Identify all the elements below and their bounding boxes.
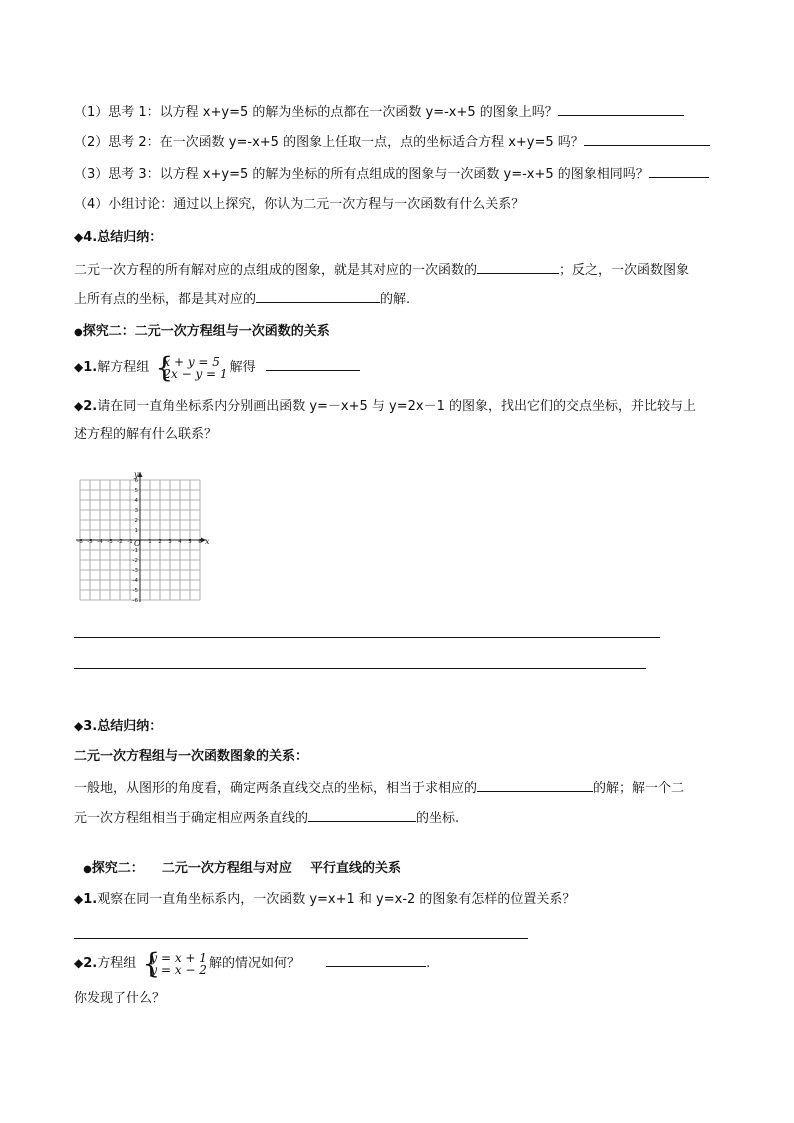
- x-tick-label: 5: [188, 539, 192, 545]
- y-axis-label: y: [134, 470, 139, 479]
- diamond-icon: ◆: [74, 399, 84, 413]
- summary3-line1: [74, 779, 684, 798]
- y-tick-label: 6: [134, 478, 138, 484]
- explore2-q2-text1: 请在同一直角坐标系内分别画出函数 y=－x+5 与 y=2x－1 的图象，找出它们的交点坐标，并比较与上: [97, 399, 697, 414]
- diamond-icon: ◆: [74, 892, 84, 906]
- think-q4-text: （4）小组讨论：通过以上探究，你认为二元一次方程与一次函数有什么关系？: [74, 197, 525, 212]
- answer-line-3[interactable]: [74, 938, 528, 939]
- explore2-q1-b: 解得: [229, 360, 256, 375]
- origin-label: O: [134, 539, 141, 548]
- x-tick-label: -1: [127, 539, 133, 545]
- summary4-line1: [74, 261, 689, 280]
- answer-blank-q3[interactable]: [649, 165, 709, 178]
- answer-line-2[interactable]: [74, 668, 646, 669]
- answer-line-1[interactable]: [74, 637, 660, 638]
- summary4-line1-a: 二元一次方程的所有解对应的点组成的图象，就是其对应的一次函数的: [74, 263, 478, 278]
- equation-2b: y = x − 2: [150, 962, 207, 977]
- answer-blank-q2[interactable]: [584, 133, 710, 146]
- think-q4-line: [74, 196, 524, 214]
- answer-blank-explore2-q1[interactable]: [266, 358, 360, 371]
- y-tick-label: 5: [134, 488, 138, 494]
- equation-1a: x + y = 5: [163, 354, 220, 369]
- x-tick-label: 1: [148, 539, 152, 545]
- diamond-icon: ◆: [74, 719, 84, 733]
- summary3-subtitle: 二元一次方程组与一次函数图象的关系：: [74, 749, 309, 764]
- explore3-heading: [74, 842, 401, 879]
- y-tick-label: -5: [132, 588, 138, 594]
- summary3-line2-a: 元一次方程组相当于确定相应两条直线的: [74, 811, 309, 826]
- summary4-line2: [74, 290, 410, 309]
- answer-blank-summary3-1[interactable]: [477, 779, 593, 792]
- bullet-icon: ●: [83, 864, 92, 875]
- y-tick-label: 1: [134, 528, 138, 534]
- explore2-q2-num: 2.: [83, 399, 98, 414]
- think-q2-line: [74, 133, 710, 152]
- answer-blank-summary3-2[interactable]: [308, 809, 416, 822]
- equation-system-1: [155, 350, 228, 384]
- explore2-title: 探究二：二元一次方程组与一次函数的关系: [82, 324, 330, 339]
- summary4-line1-b: ；反之，一次函数图象: [559, 263, 690, 278]
- summary3-line2-b: 的坐标.: [416, 811, 460, 826]
- x-tick-label: 4: [178, 539, 182, 545]
- equation-system-2: [142, 946, 207, 980]
- think-q3-text: （3）思考 3：以方程 x+y=5 的解为坐标的所有点组成的图象与一次函数 y=-x+5 的图象相同吗？: [74, 167, 649, 182]
- explore3-q2-end: .: [426, 956, 431, 971]
- brace-icon: {: [142, 946, 161, 980]
- answer-blank-explore3-q2[interactable]: [326, 954, 426, 967]
- explore3-q2-b: 解的情况如何？: [208, 956, 300, 971]
- coordinate-grid[interactable]: [76, 466, 216, 606]
- answer-blank-summary4-2[interactable]: [256, 290, 380, 303]
- equation-1b: 2x − y = 1: [163, 366, 228, 381]
- x-tick-label: 6: [198, 539, 202, 545]
- answer-blank-summary4-1[interactable]: [477, 261, 559, 274]
- explore2-q2-line2: [74, 426, 217, 444]
- answer-blank-q1[interactable]: [558, 103, 684, 116]
- explore2-q2-line1: [74, 397, 696, 416]
- equation-2a: y = x + 1: [150, 950, 207, 965]
- x-tick-label: 3: [168, 539, 172, 545]
- summary4-title: 4.总结归纳：: [83, 230, 163, 245]
- y-tick-label: 4: [134, 498, 138, 504]
- explore3-title: 探究二： 二元一次方程组与对应 平行直线的关系: [91, 861, 402, 876]
- summary3-line1-b: 的解；解一个二: [593, 781, 685, 796]
- explore3-q2-a: 方程组: [97, 956, 137, 971]
- summary3-line2: [74, 809, 459, 828]
- grid-axes: [76, 472, 206, 602]
- explore3-q1-text: 观察在同一直角坐标系内，一次函数 y=x+1 和 y=x-2 的图象有怎样的位置关系？: [97, 892, 576, 907]
- x-tick-label: -4: [97, 539, 103, 545]
- explore3-q2-num: 2.: [83, 956, 98, 971]
- explore2-q1-line: [74, 352, 360, 382]
- explore3-found: 你发现了什么？: [74, 991, 166, 1006]
- diamond-icon: ◆: [74, 230, 84, 244]
- summary4-line2-a: 上所有点的坐标，都是其对应的: [74, 292, 257, 307]
- diamond-icon: ◆: [74, 956, 84, 970]
- y-tick-label: -3: [132, 568, 138, 574]
- summary4-heading: [74, 228, 162, 247]
- diamond-icon: ◆: [74, 360, 84, 374]
- x-tick-label: -5: [87, 539, 93, 545]
- explore2-q1-a: 解方程组: [97, 360, 150, 375]
- x-tick-label: -3: [107, 539, 113, 545]
- x-tick-label: -2: [117, 539, 123, 545]
- explore3-q1-line: [74, 890, 575, 909]
- summary3-title: 3.总结归纳：: [83, 719, 163, 734]
- think-q3-line: [74, 165, 709, 184]
- y-tick-label: 3: [134, 508, 138, 514]
- explore3-q2-line: [74, 948, 430, 978]
- summary3-line1-a: 一般地，从图形的角度看，确定两条直线交点的坐标，相当于求相应的: [74, 781, 478, 796]
- summary3-heading: [74, 717, 162, 736]
- think-q2-text: （2）思考 2：在一次函数 y=-x+5 的图象上任取一点，点的坐标适合方程 x+y=5 吗？: [74, 135, 584, 150]
- explore2-q2-text2: 述方程的解有什么联系？: [74, 427, 218, 442]
- think-q1-line: [74, 103, 684, 122]
- y-tick-label: -6: [132, 598, 138, 604]
- x-tick-label: 2: [158, 539, 162, 545]
- y-tick-label: 2: [134, 518, 138, 524]
- x-tick-label: -6: [77, 539, 83, 545]
- y-tick-label: -2: [132, 558, 138, 564]
- explore2-q1-num: 1.: [83, 360, 98, 375]
- explore3-q1-num: 1.: [83, 892, 98, 907]
- y-tick-label: -1: [132, 548, 138, 554]
- bullet-icon: ●: [74, 327, 83, 338]
- y-tick-label: -4: [132, 578, 138, 584]
- explore2-heading: [74, 323, 330, 342]
- x-axis-label: x: [205, 537, 210, 546]
- brace-icon: {: [155, 350, 174, 384]
- summary4-line2-b: 的解.: [380, 292, 411, 307]
- think-q1-text: （1）思考 1：以方程 x+y=5 的解为坐标的点都在一次函数 y=-x+5 的图象上吗？: [74, 105, 558, 120]
